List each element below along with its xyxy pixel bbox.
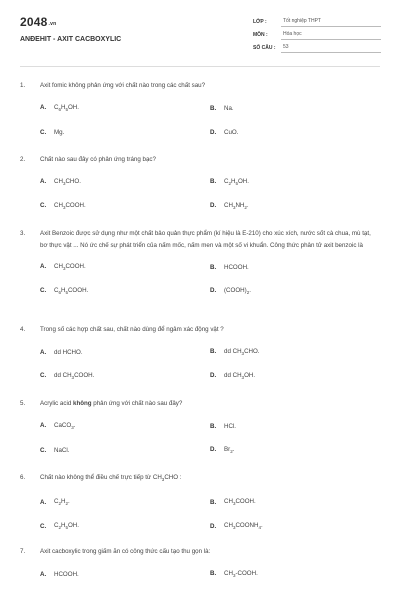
option-letter: A. [40, 263, 47, 271]
question-number: 4. [20, 326, 26, 333]
question-text [20, 80, 380, 92]
question-text [20, 228, 380, 252]
answer-option[interactable] [210, 348, 380, 356]
question-body-part: Acrylic acid [40, 400, 74, 407]
answer-option[interactable] [40, 498, 210, 506]
option-row [20, 438, 380, 462]
question-item [20, 324, 380, 388]
answer-option[interactable] [40, 422, 210, 430]
option-letter: A. [40, 570, 47, 578]
question-body [40, 400, 182, 407]
answer-option[interactable] [40, 349, 210, 356]
topic-title: ANĐEHIT - AXIT CACBOXYLIC [20, 36, 122, 43]
question-text [20, 472, 380, 486]
option-row [20, 255, 380, 279]
answer-option[interactable] [40, 178, 210, 186]
option-text: $CH_3COOH$. [54, 262, 86, 272]
option-letter: C. [40, 128, 47, 136]
meta-label: LỚP : [253, 19, 267, 25]
option-text: HCOOH. [224, 263, 249, 271]
header-divider [20, 66, 380, 67]
option-letter: B. [210, 498, 217, 506]
option-text: NaCl. [54, 446, 70, 454]
answer-option[interactable] [40, 447, 210, 454]
question-body: Trong số các hợp chất sau, chất nào dùng để ngâm xác động vật ? [40, 326, 224, 333]
answer-option[interactable] [210, 178, 380, 186]
answer-options [20, 490, 380, 538]
option-text: $C_6H_5OH$. [54, 103, 79, 113]
question-item [20, 228, 380, 303]
meta-row [253, 40, 381, 53]
option-text: $C_2H_5OH$. [54, 522, 79, 531]
option-letter: B. [210, 570, 217, 578]
option-text: $C_6H_5COOH$. [54, 286, 89, 296]
question-body: Axit fomic không phản ứng với chất nào trong các chất sau? [40, 82, 206, 89]
answer-option[interactable] [210, 423, 380, 430]
option-text: Mg. [54, 128, 65, 136]
answer-option[interactable] [210, 264, 380, 271]
answer-option[interactable] [40, 129, 210, 136]
answer-options [20, 255, 380, 303]
answer-option[interactable] [40, 202, 210, 210]
option-row [20, 279, 380, 303]
option-letter: A. [40, 104, 47, 112]
answer-options [20, 414, 380, 462]
question-body: Axit Benzoic được sử dụng như một chất bảo quản thực phẩm (kí hiệu là E-210) cho xúc xích, nước sốt cà chua, mù tạt, bơ thực vật ... Nó ức chế sự phát triển của nấm mốc, nấm men và một số vi khuẩn. Công thức phân tử axit benzoic là [40, 230, 371, 249]
option-text: dd $CH_3OH$. [224, 371, 256, 381]
option-letter: D. [210, 202, 217, 210]
question-text [20, 398, 380, 410]
meta-row [253, 14, 381, 27]
meta-value: Hóa học [281, 31, 381, 40]
option-row [20, 414, 380, 438]
question-item [20, 472, 380, 538]
question-item [20, 80, 380, 144]
answer-option[interactable] [40, 104, 210, 112]
answer-option[interactable] [210, 129, 380, 136]
option-text: dd $CH_3CHO$. [224, 347, 260, 357]
option-row [20, 120, 380, 144]
question-body: Chất nào không thể điều chế trực tiếp từ $CH_3CHO$ : [40, 474, 182, 483]
option-text: $Br_2$. [224, 445, 235, 455]
site-logo[interactable]: 2048.vn [20, 15, 57, 29]
option-text: $CH_3COONH_4$. [224, 522, 263, 531]
answer-option[interactable] [40, 287, 210, 295]
answer-option[interactable] [210, 522, 380, 530]
option-row [20, 96, 380, 120]
option-text: dd HCHO. [54, 348, 83, 356]
option-text: $C_2H_5OH$. [224, 177, 249, 187]
answer-options [20, 562, 380, 586]
answer-options [20, 170, 380, 218]
option-text: $(COOH)_2$. [224, 286, 251, 296]
question-number: 2. [20, 156, 26, 163]
option-text: HCOOH. [54, 570, 79, 578]
question-body-part: phản ứng với chất nào sau đây? [91, 400, 183, 407]
answer-option[interactable] [210, 498, 380, 506]
answer-options [20, 340, 380, 388]
question-body: Axit cacboxylic trong giấm ăn có công thức cấu tạo thu gọn là: [40, 548, 211, 555]
question-number: 6. [20, 474, 26, 481]
question-item [20, 546, 380, 586]
option-letter: D. [210, 446, 217, 454]
option-letter: B. [210, 104, 217, 112]
answer-option[interactable] [40, 263, 210, 271]
meta-value: Tốt nghiệp THPT [281, 18, 381, 27]
option-letter: C. [40, 372, 47, 380]
question-number: 3. [20, 230, 26, 237]
option-letter: B. [210, 422, 217, 430]
option-text: Na. [224, 104, 234, 112]
option-letter: A. [40, 498, 47, 506]
question-text [20, 324, 380, 336]
option-letter: C. [40, 522, 47, 530]
answer-option[interactable] [40, 571, 210, 578]
option-row [20, 514, 380, 538]
meta-value: 53 [281, 44, 381, 53]
answer-option[interactable] [40, 522, 210, 530]
option-letter: C. [40, 446, 47, 454]
option-letter: A. [40, 348, 47, 356]
option-letter: B. [210, 178, 217, 186]
question-emphasis: không [73, 400, 92, 407]
option-text: $CH_3CHO$. [54, 177, 81, 187]
answer-option[interactable] [210, 446, 380, 454]
option-letter: B. [210, 348, 217, 356]
option-row [20, 364, 380, 388]
option-letter: A. [40, 178, 47, 186]
option-letter: D. [210, 522, 217, 530]
option-text: $CH_3COOH$. [224, 498, 256, 507]
option-letter: B. [210, 263, 217, 271]
question-number: 7. [20, 548, 26, 555]
worksheet-header [0, 0, 400, 70]
option-text: $CH_3$-COOH. [224, 569, 258, 579]
option-text: CuO. [224, 128, 239, 136]
option-text: $C_2H_2$. [54, 498, 70, 507]
answer-options [20, 96, 380, 144]
answer-option[interactable] [210, 570, 380, 578]
meta-info [253, 14, 381, 53]
option-letter: C. [40, 202, 47, 210]
question-text [20, 154, 380, 166]
question-number: 5. [20, 400, 26, 407]
option-letter: A. [40, 422, 47, 430]
option-row [20, 170, 380, 194]
option-letter: D. [210, 128, 217, 136]
option-row [20, 194, 380, 218]
option-text: dd $CH_3COOH$. [54, 371, 95, 381]
option-text: $CH_3NH_2$. [224, 201, 249, 211]
option-text: HCl. [224, 422, 237, 430]
option-text: $CH_3COOH$. [54, 201, 86, 211]
option-text: CaCO$_3$. [54, 421, 76, 431]
option-row [20, 562, 380, 586]
meta-label: MÔN : [253, 32, 268, 38]
answer-option[interactable] [40, 372, 210, 380]
question-text [20, 546, 380, 558]
option-letter: D. [210, 287, 217, 295]
answer-option[interactable] [210, 372, 380, 380]
question-body: Chất nào sau đây có phản ứng tráng bạc? [40, 156, 156, 163]
option-letter: D. [210, 372, 217, 380]
question-item [20, 398, 380, 462]
question-number: 1. [20, 82, 26, 89]
option-row [20, 490, 380, 514]
answer-option[interactable] [210, 105, 380, 112]
meta-label: SỐ CÂU : [253, 45, 276, 51]
meta-row [253, 27, 381, 40]
answer-option[interactable] [210, 202, 380, 210]
option-row [20, 340, 380, 364]
question-item [20, 154, 380, 218]
answer-option[interactable] [210, 287, 380, 295]
option-letter: C. [40, 287, 47, 295]
